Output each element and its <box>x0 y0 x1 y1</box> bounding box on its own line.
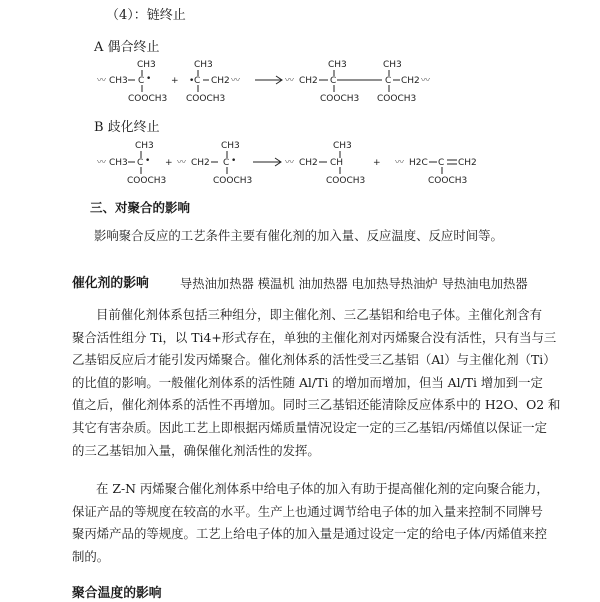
paragraph-line: 保证产品的等规度在较高的水平。生产上也通过调节给电子体的加入量来控制不同牌号 <box>72 503 543 519</box>
ch3-label: CH3 <box>109 76 128 86</box>
ch2-label: CH2 <box>211 76 230 86</box>
ch3-label: CH3 <box>333 141 352 151</box>
section-heading-polymerization: 三、对聚合的影响 <box>90 200 191 215</box>
paragraph-line: 在 Z-N 丙烯聚合催化剂体系中给电子体的加入有助于提高催化剂的定向聚合能力， <box>96 481 549 496</box>
catalyst-paragraph <box>72 304 561 462</box>
ch-label: CH <box>330 158 344 168</box>
temperature-heading: 聚合温度的影响 <box>72 586 162 601</box>
carbon-label: C <box>194 76 201 86</box>
radical-dot: • <box>146 74 152 84</box>
disproportionation-reaction-diagram <box>95 134 515 192</box>
carbon-label: C <box>138 76 145 86</box>
carbon-label: C <box>438 158 445 168</box>
ester-group: COOCH3 <box>127 176 167 186</box>
carbon-label: C <box>223 158 230 168</box>
ch3-label: CH3 <box>328 60 347 70</box>
ch2-label: CH2 <box>191 158 210 168</box>
ch2-label: CH2 <box>401 76 420 86</box>
plus-sign: + <box>165 158 173 168</box>
related-keywords: 导热油加热器 模温机 油加热器 电加热导热油炉 导热油电加热器 <box>180 277 528 291</box>
paragraph-line: 的三乙基铝加入量，确保催化剂活性的发挥。 <box>72 442 320 458</box>
wavy-bond: 〰 <box>177 158 187 168</box>
paragraph-line: 聚合活性组分 Ti，以 Ti4+形式存在，单独的主催化剂对丙烯聚合没有活性，只有当与三 <box>72 329 557 345</box>
paragraph-line: 目前催化剂体系包括三种组分，即主催化剂、三乙基铝和给电子体。主催化剂含有 <box>96 307 543 322</box>
disproportionation-termination-label: B 歧化终止 <box>94 120 160 135</box>
ch3-label: CH3 <box>194 60 213 70</box>
ch3-label: CH3 <box>137 60 156 70</box>
electron-donor-paragraph <box>72 478 549 568</box>
ester-group: COOCH3 <box>128 94 168 104</box>
ch2-label: CH2 <box>299 76 318 86</box>
ester-group: COOCH3 <box>186 94 226 104</box>
wavy-bond: 〰 <box>285 158 295 168</box>
intro-text: 影响聚合反应的工艺条件主要有催化剂的加入量、反应温度、反应时间等。 <box>94 228 503 243</box>
catalyst-heading: 催化剂的影响 <box>72 276 149 291</box>
radical-dot: • <box>189 76 195 86</box>
paragraph-line: 其它有害杂质。因此工艺上即根据丙烯质量情况设定一定的三乙基铝/丙烯值以保证一定 <box>72 419 548 435</box>
paragraph-line: 的比值的影响。一般催化剂体系的活性随 Al/Ti 的增加而增加，但当 Al/Ti 增加到一定 <box>72 374 543 390</box>
wavy-bond: 〰 <box>395 158 405 168</box>
h2c-label: H2C <box>409 158 428 168</box>
wavy-bond: 〰 <box>97 76 107 86</box>
coupling-reaction-diagram <box>95 54 440 112</box>
wavy-bond: 〰 <box>421 76 431 86</box>
radical-dot: • <box>145 156 151 166</box>
ester-group: COOCH3 <box>428 176 468 186</box>
paragraph-line: 制的。 <box>72 548 110 564</box>
plus-sign: + <box>171 76 179 86</box>
ch2-label: CH2 <box>299 158 318 168</box>
ch3-label: CH3 <box>135 141 154 151</box>
ester-group: COOCH3 <box>213 176 253 186</box>
ester-group: COOCH3 <box>377 94 417 104</box>
paragraph-line: 聚丙烯产品的等规度。工艺上给电子体的加入量是通过设定一定的给电子体/丙烯值来控 <box>72 526 548 542</box>
carbon-label: C <box>385 76 392 86</box>
wavy-bond: 〰 <box>231 76 241 86</box>
wavy-bond: 〰 <box>97 158 107 168</box>
paragraph-line: 乙基铝反应后才能引发丙烯聚合。催化剂体系的活性受三乙基铝（Al）与主催化剂（Ti） <box>72 352 556 368</box>
radical-dot: • <box>231 156 237 166</box>
coupling-termination-label: A 偶合终止 <box>94 40 160 55</box>
ch3-label: CH3 <box>221 141 240 151</box>
ch3-label: CH3 <box>109 158 128 168</box>
paragraph-line: 值之后，催化剂体系的活性不再增加。同时三乙基铝还能清除反应体系中的 H2O、O2 和 <box>72 397 561 413</box>
chain-termination-heading: （4）：链终止 <box>106 8 186 23</box>
carbon-label: C <box>137 158 144 168</box>
ester-group: COOCH3 <box>320 94 360 104</box>
carbon-label: C <box>330 76 337 86</box>
plus-sign: + <box>373 158 381 168</box>
ch3-label: CH3 <box>383 60 402 70</box>
ch2-label: CH2 <box>458 158 477 168</box>
ester-group: COOCH3 <box>326 176 366 186</box>
wavy-bond: 〰 <box>285 76 295 86</box>
